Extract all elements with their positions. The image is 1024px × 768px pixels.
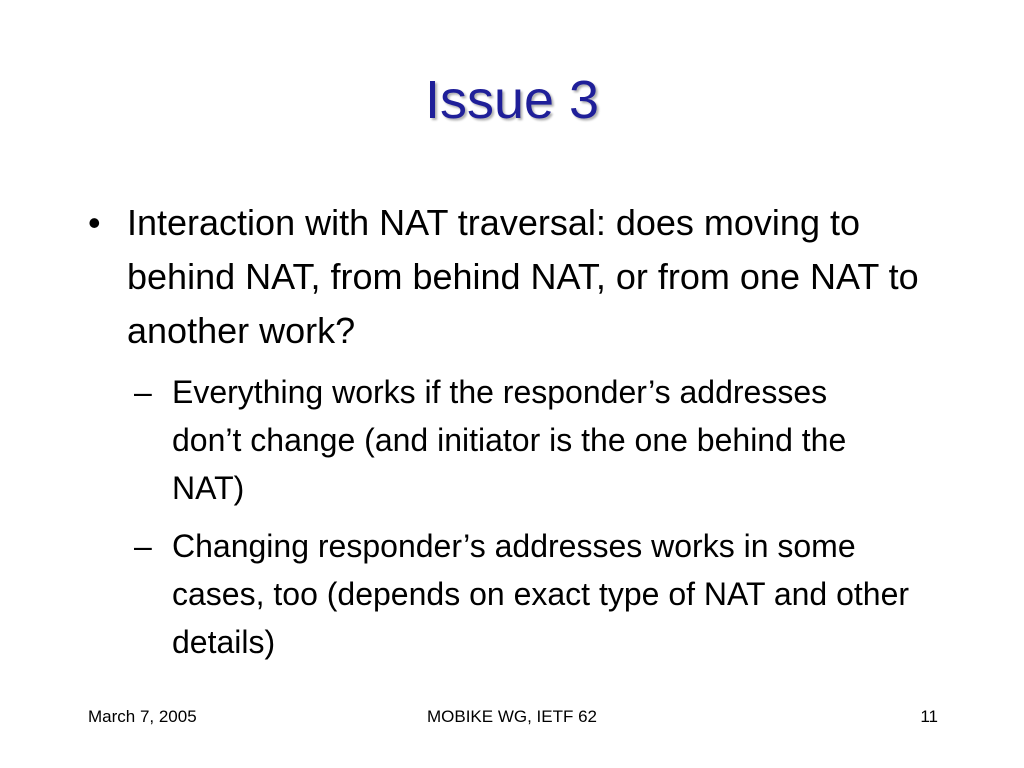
sub-bullet-text: Everything works if the responder’s addresses don’t change (and initiator is the one behind the NAT) (172, 374, 847, 506)
slide-title: Issue 3 (424, 70, 600, 130)
footer-date: March 7, 2005 (88, 707, 197, 726)
bullet-marker: • (88, 202, 101, 243)
footer-event: MOBIKE WG, IETF 62 (426, 707, 598, 726)
bullet-item (88, 196, 968, 358)
sub-bullet-text: Changing responder’s addresses works in some cases, too (depends on exact type of NAT and other details) (172, 528, 910, 660)
footer-page-number: 11 (920, 707, 938, 726)
bullet-text: Interaction with NAT traversal: does moving to behind NAT, from behind NAT, or from one NAT to another work? (127, 202, 919, 351)
slide-body (88, 196, 968, 666)
sub-bullet-marker: – (134, 528, 152, 564)
sub-bullet-item (134, 368, 872, 512)
sub-bullet-marker: – (134, 374, 152, 410)
sub-bullet-item (134, 522, 952, 666)
